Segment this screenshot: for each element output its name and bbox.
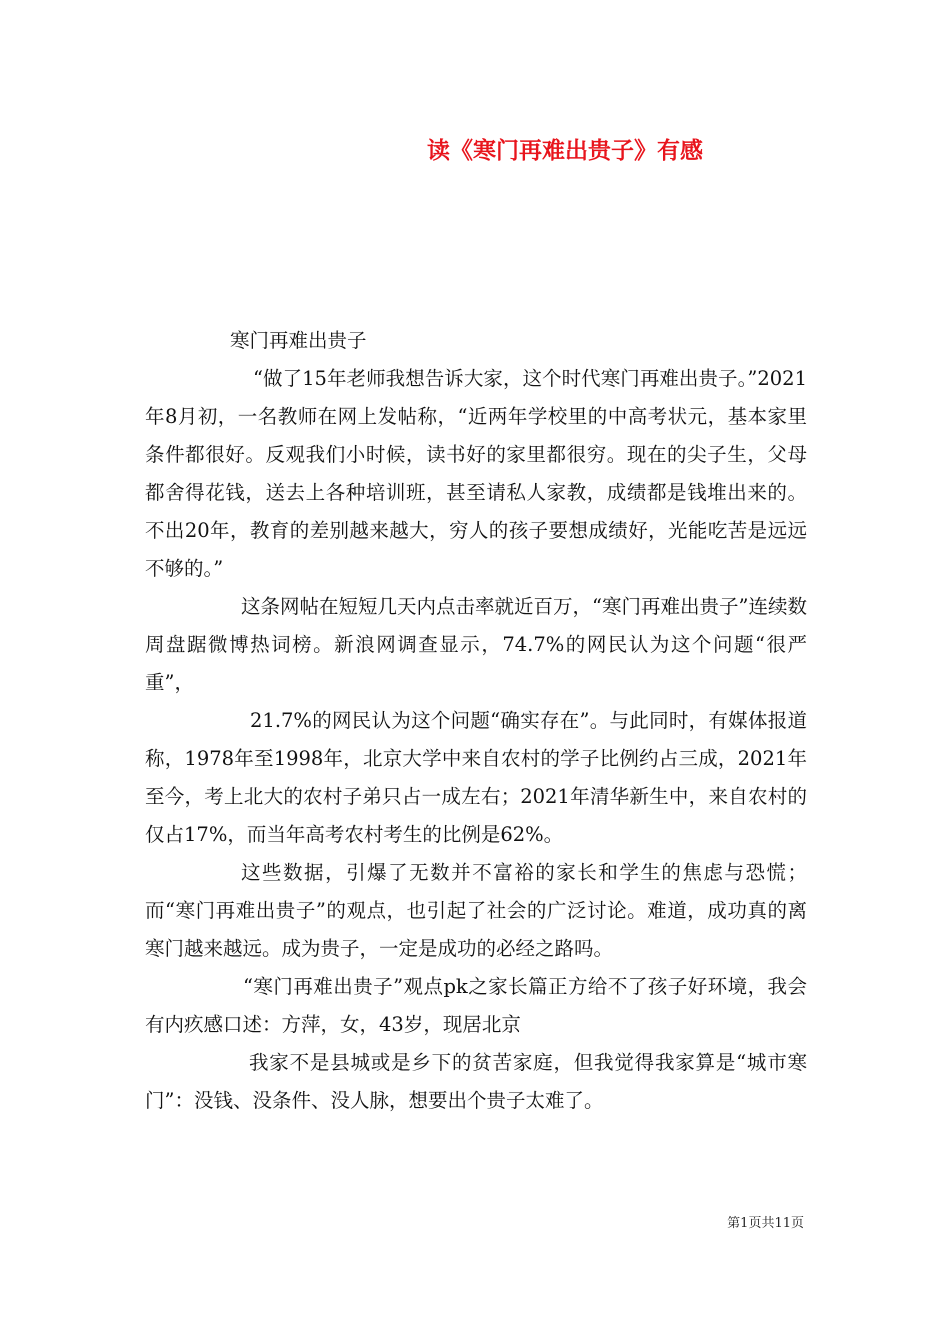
paragraph-6: 我家不是县城或是乡下的贫苦家庭，但我觉得我家算是“城市寒门”：没钱、没条件、没人脉，想要出个贵子太难了。 [145,1051,807,1112]
paragraph-2: 这条网帖在短短几天内点击率就近百万，“寒门再难出贵子”连续数周盘踞微博热词榜。新浪网调查显示，74.7%的网民认为这个问题“很严重”， [145,595,807,694]
document-body [145,322,807,1120]
paragraph-3: 21.7%的网民认为这个问题“确实存在”。与此同时，有媒体报道称，1978年至1998年，北京大学中来自农村的学子比例约占三成，2021年至今，考上北大的农村子弟只占一成左右；2021年清华新生中，来自农村的仅占17%，而当年高考农村考生的比例是62%。 [145,709,807,846]
subheading: 寒门再难出贵子 [230,329,367,352]
paragraph-5: “寒门再难出贵子”观点pk之家长篇正方给不了孩子好环境，我会有内疚感口述：方萍，女，43岁，现居北京 [145,975,807,1036]
document-title: 读《寒门再难出贵子》有感 [427,138,703,164]
paragraph-1: “做了15年老师我想告诉大家，这个时代寒门再难出贵子。”2021年8月初，一名教师在网上发帖称，“近两年学校里的中高考状元，基本家里条件都很好。反观我们小时候，读书好的家里都很穷。现在的尖子生，父母都舍得花钱，送去上各种培训班，甚至请私人家教，成绩都是钱堆出来的。不出20年，教育的差别越来越大，穷人的孩子要想成绩好，光能吃苦是远远不够的。” [145,367,807,580]
page-number: 第1页共11页 [727,1216,804,1231]
paragraph-4: 这些数据，引爆了无数并不富裕的家长和学生的焦虑与恐慌；而“寒门再难出贵子”的观点，也引起了社会的广泛讨论。难道，成功真的离寒门越来越远。成为贵子，一定是成功的必经之路吗。 [145,861,807,960]
